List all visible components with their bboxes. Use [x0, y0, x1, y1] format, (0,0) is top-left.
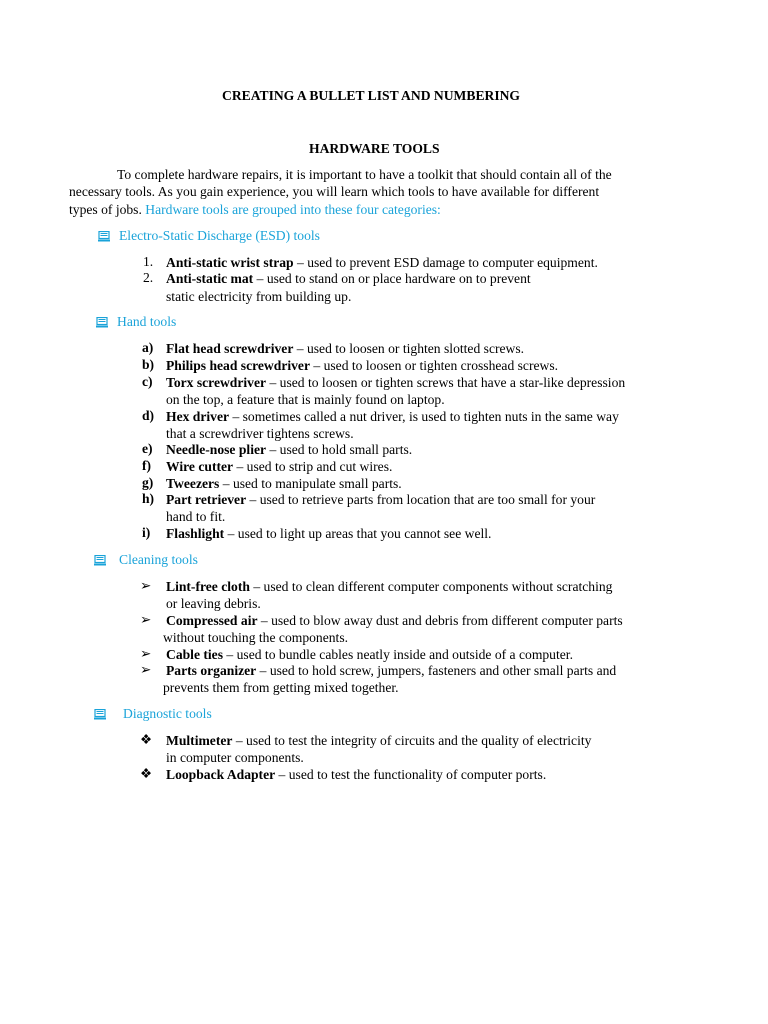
- list-marker: 1.: [143, 254, 154, 269]
- list-marker: ➢: [140, 662, 152, 677]
- item-term: Flashlight: [166, 526, 225, 541]
- list-marker: ➢: [140, 612, 152, 627]
- category-heading: Diagnostic tools: [123, 706, 212, 721]
- item-description: – used to manipulate small parts.: [219, 476, 402, 491]
- item-continuation: hand to fit.: [166, 509, 226, 524]
- list-marker: ➢: [140, 646, 152, 661]
- list-item: [166, 441, 412, 458]
- computer-icon: [94, 555, 106, 566]
- item-term: Parts organizer: [166, 663, 257, 678]
- item-description: – used to loosen or tighten crosshead screws.: [310, 358, 559, 373]
- item-term: Tweezers: [166, 476, 220, 491]
- list-marker: h): [142, 491, 155, 506]
- item-continuation: that a screwdriver tightens screws.: [166, 426, 354, 441]
- list-item: [166, 374, 625, 391]
- item-description: – used to stand on or place hardware on to prevent: [253, 271, 531, 286]
- item-description: – used to hold small parts.: [266, 442, 413, 457]
- list-marker: ❖: [140, 732, 153, 747]
- list-item: [166, 766, 546, 783]
- item-term: Needle-nose plier: [166, 442, 267, 457]
- list-item: [166, 491, 595, 508]
- item-description: – used to light up areas that you cannot see well.: [224, 526, 492, 541]
- item-description: – sometimes called a nut driver, is used to tighten nuts in the same way: [229, 409, 619, 424]
- intro-line-3-highlight: Hardware tools are grouped into these four categories:: [145, 202, 441, 217]
- list-marker: 2.: [143, 270, 154, 285]
- list-marker: a): [142, 340, 154, 355]
- item-description: – used to hold screw, jumpers, fasteners and other small parts and: [256, 663, 617, 678]
- item-term: Hex driver: [166, 409, 230, 424]
- intro-line-3-plain: types of jobs.: [69, 202, 146, 217]
- list-item: [166, 340, 524, 357]
- list-item: [166, 646, 573, 663]
- item-description: – used to retrieve parts from location that are too small for your: [246, 492, 596, 507]
- list-marker: c): [142, 374, 153, 389]
- list-item: [166, 254, 598, 271]
- list-marker: ➢: [140, 578, 152, 593]
- list-item: [166, 270, 531, 287]
- item-term: Wire cutter: [166, 459, 234, 474]
- item-continuation: or leaving debris.: [166, 596, 261, 611]
- computer-icon: [94, 709, 106, 720]
- item-term: Multimeter: [166, 733, 233, 748]
- list-item: [166, 408, 619, 425]
- category-heading: Cleaning tools: [119, 552, 198, 567]
- list-item: [166, 662, 616, 679]
- item-term: Philips head screwdriver: [166, 358, 310, 373]
- intro-line-1: To complete hardware repairs, it is important to have a toolkit that should contain all of the: [117, 167, 612, 182]
- item-term: Anti-static wrist strap: [166, 255, 294, 270]
- section-title: HARDWARE TOOLS: [309, 141, 440, 156]
- list-marker: d): [142, 408, 155, 423]
- item-term: Torx screwdriver: [166, 375, 267, 390]
- list-item: [166, 525, 491, 542]
- list-marker: e): [142, 441, 153, 456]
- item-description: – used to blow away dust and debris from different computer parts: [257, 613, 623, 628]
- item-description: – used to strip and cut wires.: [233, 459, 393, 474]
- page-title: CREATING A BULLET LIST AND NUMBERING: [222, 88, 521, 103]
- item-continuation: prevents them from getting mixed together.: [163, 680, 399, 695]
- item-term: Cable ties: [166, 647, 224, 662]
- list-marker: f): [142, 458, 152, 473]
- category-heading: Hand tools: [117, 314, 177, 329]
- item-term: Flat head screwdriver: [166, 341, 294, 356]
- intro-line-2: necessary tools. As you gain experience, you will learn which tools to have available for different: [69, 184, 600, 199]
- item-continuation: without touching the components.: [163, 630, 349, 645]
- item-continuation: on the top, a feature that is mainly found on laptop.: [166, 392, 445, 407]
- item-description: – used to loosen or tighten screws that have a star-like depression: [266, 375, 626, 390]
- list-item: [166, 458, 392, 475]
- list-item: [166, 475, 402, 492]
- list-marker: i): [142, 525, 151, 540]
- list-item: [166, 732, 591, 749]
- item-description: – used to test the integrity of circuits and the quality of electricity: [232, 733, 592, 748]
- intro-line-3: [69, 201, 441, 219]
- computer-icon: [96, 317, 108, 328]
- item-continuation: static electricity from building up.: [166, 289, 352, 304]
- list-marker: ❖: [140, 766, 153, 781]
- item-continuation: in computer components.: [166, 750, 304, 765]
- item-description: – used to bundle cables neatly inside and outside of a computer.: [223, 647, 573, 662]
- list-item: [166, 612, 623, 629]
- list-item: [166, 578, 612, 595]
- item-term: Compressed air: [166, 613, 258, 628]
- category-heading: Electro-Static Discharge (ESD) tools: [119, 228, 320, 243]
- item-term: Loopback Adapter: [166, 767, 276, 782]
- item-description: – used to test the functionality of computer ports.: [275, 767, 547, 782]
- item-term: Anti-static mat: [166, 271, 254, 286]
- computer-icon: [98, 231, 110, 242]
- list-marker: b): [142, 357, 155, 372]
- item-description: – used to clean different computer components without scratching: [249, 579, 613, 594]
- item-description: – used to prevent ESD damage to computer equipment.: [293, 255, 598, 270]
- item-term: Lint-free cloth: [166, 579, 250, 594]
- list-marker: g): [142, 475, 154, 490]
- item-term: Part retriever: [166, 492, 247, 507]
- list-item: [166, 357, 558, 374]
- item-description: – used to loosen or tighten slotted screws.: [293, 341, 525, 356]
